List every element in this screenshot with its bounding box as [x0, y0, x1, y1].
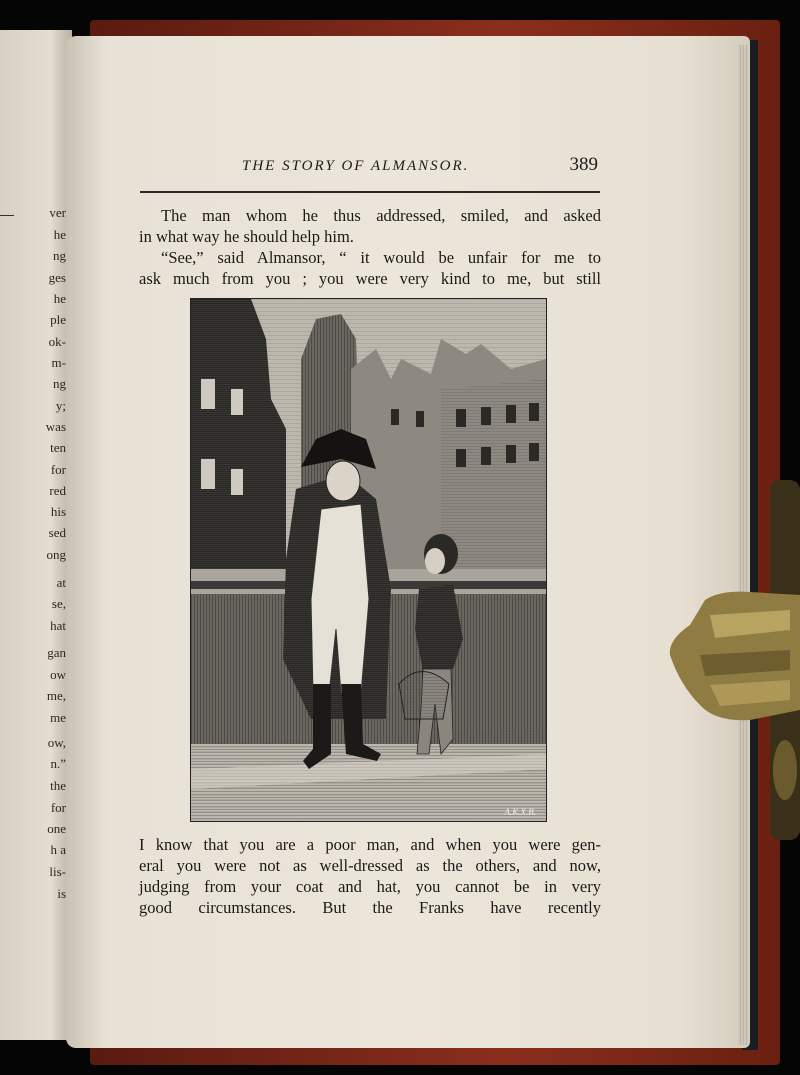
- left-page-fragment: h a: [50, 842, 66, 857]
- engraving-art: [191, 299, 546, 821]
- left-page-fragment: m-: [51, 355, 66, 370]
- text-block-top: [139, 205, 601, 289]
- left-page-fragment: me: [50, 710, 66, 725]
- left-page-fragment: his: [50, 504, 66, 519]
- left-page-fragment: hat: [50, 618, 66, 633]
- engraving-illustration: [190, 298, 547, 822]
- left-page-fragment: gan: [47, 645, 66, 660]
- left-page-fragment: one: [47, 821, 66, 836]
- left-page-fragment: ple: [50, 312, 66, 327]
- text-line: I know that you are a poor man, and when you were gen-: [139, 835, 601, 854]
- left-page-fragment: ng: [53, 248, 66, 263]
- left-page-fragment: ong: [46, 547, 66, 562]
- left-page-fragment: y;: [55, 398, 66, 413]
- left-page-fragment: me,: [46, 688, 66, 703]
- text-line: good circumstances. But the Franks have recently: [139, 898, 601, 917]
- brass-clasp: [660, 480, 800, 840]
- left-page-fragment: he: [53, 291, 66, 306]
- page-number: 389: [569, 154, 598, 175]
- left-page-fragment: ten: [50, 440, 66, 455]
- page-header: [140, 156, 600, 186]
- left-page-fragment: ges: [48, 270, 66, 285]
- left-page-fragment: ow: [50, 667, 66, 682]
- left-page-fragment: the: [50, 778, 66, 793]
- left-page-fragment: ok-: [48, 334, 66, 349]
- left-page-fragment: was: [45, 419, 66, 434]
- text-line: The man whom he thus addressed, smiled, and asked: [161, 206, 601, 225]
- left-page-fragment: lis-: [49, 864, 66, 879]
- left-facing-page: [0, 30, 72, 1040]
- engraver-signature: A.K.X.B.: [504, 807, 536, 817]
- text-line: eral you were not as well-dressed as the others, and now,: [139, 856, 601, 875]
- left-page-fragment: he: [53, 227, 66, 242]
- left-page-fragment: is: [57, 886, 66, 901]
- left-page-fragment: n.”: [50, 756, 66, 771]
- text-line: judging from your coat and hat, you cannot be in very: [139, 877, 601, 896]
- left-page-fragment: ow,: [47, 735, 66, 750]
- header-rule: [140, 191, 600, 193]
- left-page-fragment: at: [56, 575, 66, 590]
- text-block-bottom: [139, 834, 601, 918]
- left-page-fragment: for: [50, 800, 66, 815]
- text-line: in what way he should help him.: [139, 227, 354, 246]
- left-page-rule: [0, 215, 14, 216]
- text-line: “See,” said Almansor, “ it would be unfair for me to: [161, 248, 601, 267]
- left-page-fragment: ver: [49, 205, 66, 220]
- left-page-fragment: se,: [51, 596, 66, 611]
- text-line: ask much from you ; you were very kind to me, but still: [139, 269, 601, 288]
- left-page-fragment: red: [49, 483, 66, 498]
- left-page-fragment: ng: [53, 376, 66, 391]
- left-page-fragment: sed: [48, 525, 66, 540]
- running-title: THE STORY OF ALMANSOR.: [242, 158, 470, 174]
- left-page-fragment: for: [50, 462, 66, 477]
